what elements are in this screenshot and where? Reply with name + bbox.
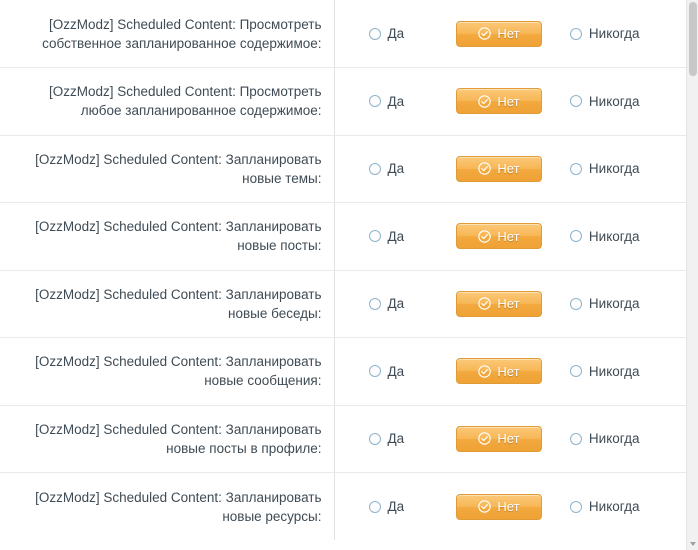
check-circle-icon [478,297,491,310]
permission-options [334,338,686,406]
option-no-button[interactable] [456,426,542,452]
radio-never-icon[interactable] [570,365,582,377]
option-yes-label: Да [387,296,405,312]
option-no-button[interactable] [456,88,542,114]
options-group [335,223,687,249]
permission-options [334,270,686,338]
option-never-label: Никогда [588,26,640,41]
check-circle-icon [478,230,491,243]
option-yes[interactable] [369,161,457,176]
option-yes[interactable] [369,296,457,311]
option-never[interactable] [570,94,686,109]
option-no-button[interactable] [456,358,542,384]
option-no-button[interactable] [456,494,542,520]
option-yes[interactable] [369,499,457,514]
option-never[interactable] [570,296,686,311]
permission-label: [OzzModz] Scheduled Content: Просмотреть любое запланированное содержимое: [0,68,334,136]
scroll-down-arrow-icon[interactable] [687,538,698,550]
check-circle-icon [478,500,491,513]
table-row [0,68,686,136]
option-no-label: Нет [497,363,520,379]
option-yes-label: Да [387,499,405,514]
permission-label: [OzzModz] Scheduled Content: Запланировать новые беседы: [0,270,334,338]
option-never-label: Никогда [588,363,640,379]
option-no-label: Нет [497,431,520,447]
option-never[interactable] [570,161,686,176]
radio-never-icon[interactable] [570,28,582,40]
option-no-label: Нет [497,26,520,41]
radio-yes-icon[interactable] [369,298,381,310]
permission-options [334,405,686,473]
radio-never-icon[interactable] [570,163,582,175]
vertical-scrollbar[interactable] [686,0,698,550]
table-row [0,270,686,338]
radio-never-icon[interactable] [570,433,582,445]
option-yes[interactable] [369,364,457,379]
option-yes-label: Да [387,26,405,41]
radio-never-icon[interactable] [570,501,582,513]
permission-label: [OzzModz] Scheduled Content: Запланировать новые посты в профиле: [0,405,334,473]
option-no-button[interactable] [456,291,542,317]
option-no-label: Нет [497,296,520,312]
permission-options [334,68,686,136]
option-never-label: Никогда [588,93,640,109]
check-circle-icon [478,95,491,108]
permission-label: [OzzModz] Scheduled Content: Запланировать новые сообщения: [0,338,334,406]
option-yes[interactable] [369,229,457,244]
radio-yes-icon[interactable] [369,501,381,513]
option-no-button[interactable] [456,21,542,47]
option-never-label: Никогда [588,161,640,177]
radio-yes-icon[interactable] [369,28,381,40]
option-yes[interactable] [369,26,457,41]
option-never[interactable] [570,499,686,514]
option-no-label: Нет [497,228,520,244]
option-never-label: Никогда [588,228,640,244]
option-yes[interactable] [369,431,457,446]
permission-label: [OzzModz] Scheduled Content: Запланировать новые посты: [0,203,334,271]
radio-never-icon[interactable] [570,95,582,107]
radio-yes-icon[interactable] [369,163,381,175]
option-no-button[interactable] [456,223,542,249]
radio-yes-icon[interactable] [369,230,381,242]
option-yes-label: Да [387,161,405,177]
permission-label: [OzzModz] Scheduled Content: Просмотреть собственное запланированное содержимое: [0,0,334,68]
check-circle-icon [478,365,491,378]
table-row [0,338,686,406]
options-group [335,156,687,182]
option-no-button[interactable] [456,156,542,182]
check-circle-icon [478,162,491,175]
option-never[interactable] [570,26,686,41]
options-group [335,358,687,384]
option-never[interactable] [570,364,686,379]
scrollbar-thumb[interactable] [689,2,697,76]
options-group [335,88,687,114]
option-yes-label: Да [387,363,405,379]
table-row [0,473,686,541]
options-group [335,494,687,520]
option-yes-label: Да [387,93,405,109]
table-row [0,135,686,203]
radio-yes-icon[interactable] [369,365,381,377]
option-no-label: Нет [497,499,520,514]
option-never[interactable] [570,431,686,446]
options-group [335,291,687,317]
table-row [0,405,686,473]
check-circle-icon [478,27,491,40]
check-circle-icon [478,432,491,445]
permission-options [334,0,686,68]
option-never-label: Никогда [588,499,640,514]
option-never-label: Никогда [588,296,640,312]
radio-yes-icon[interactable] [369,433,381,445]
radio-yes-icon[interactable] [369,95,381,107]
option-never[interactable] [570,229,686,244]
option-never-label: Никогда [588,431,640,447]
table-row [0,203,686,271]
radio-never-icon[interactable] [570,298,582,310]
option-yes-label: Да [387,228,405,244]
options-group [335,21,687,47]
option-yes-label: Да [387,431,405,447]
options-group [335,426,687,452]
option-yes[interactable] [369,94,457,109]
permission-label: [OzzModz] Scheduled Content: Запланировать новые темы: [0,135,334,203]
permission-options [334,473,686,541]
radio-never-icon[interactable] [570,230,582,242]
permission-label: [OzzModz] Scheduled Content: Запланировать новые ресурсы: [0,473,334,541]
option-no-label: Нет [497,93,520,109]
permission-options [334,203,686,271]
option-no-label: Нет [497,161,520,177]
table-row [0,0,686,68]
permission-options [334,135,686,203]
